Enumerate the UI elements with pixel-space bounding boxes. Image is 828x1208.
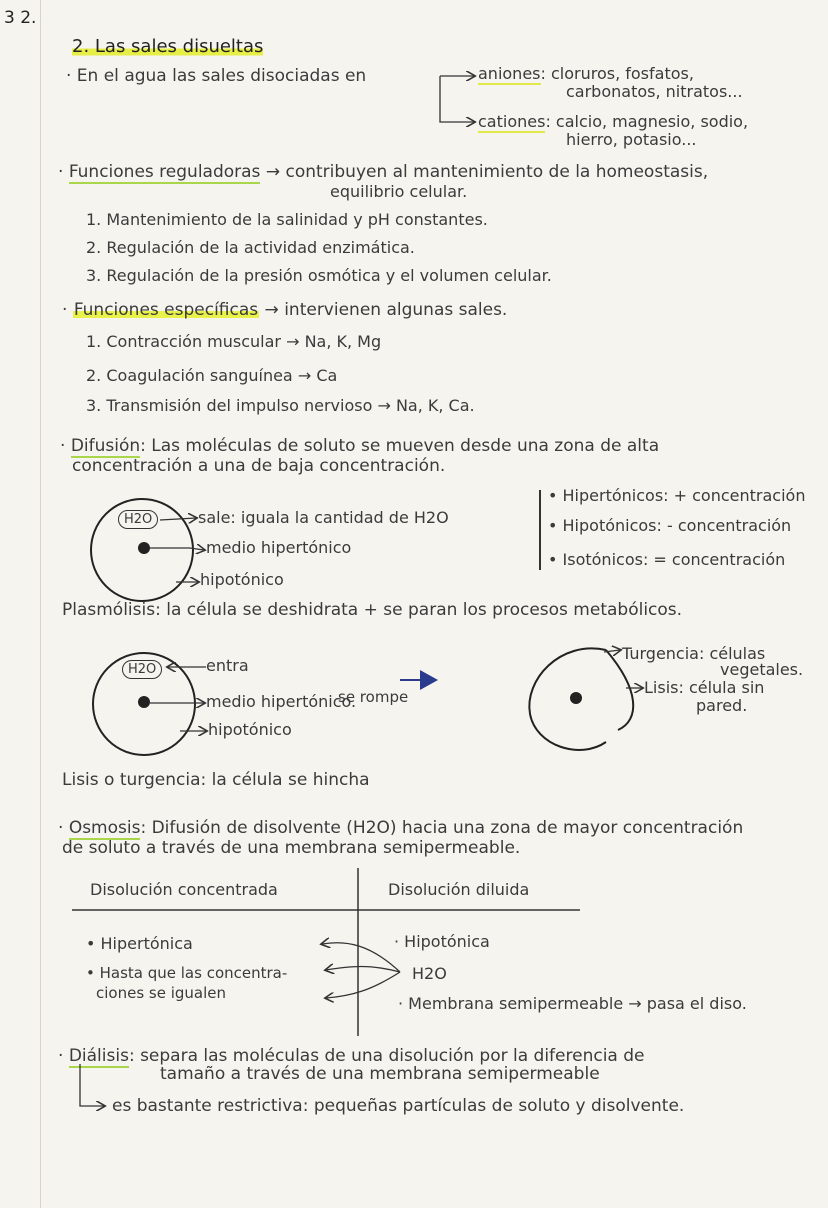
page-margin	[40, 0, 41, 1208]
esp-item-1: 1. Contracción muscular → Na, K, Mg	[86, 332, 382, 351]
table-right-head: Disolución diluida	[388, 880, 530, 899]
esp-item-2: 2. Coagulación sanguínea → Ca	[86, 366, 338, 385]
cationes-line-2: hierro, potasio...	[566, 130, 697, 149]
reg-title-line-2: equilibrio celular.	[330, 182, 468, 201]
lisis-line: Lisis o turgencia: la célula se hincha	[62, 770, 370, 790]
reg-title-line: · Funciones reguladoras → contribuyen al mantenimiento de la homeostasis,	[58, 162, 709, 182]
dialisis-line-2: tamaño a través de una membrana semipermeable	[160, 1064, 600, 1084]
table-right-item-2: H2O	[412, 964, 447, 983]
diag2-hipo: hipotónico	[208, 720, 292, 739]
difusion-line: · Difusión: Las moléculas de soluto se mueven desde una zona de alta	[60, 436, 660, 456]
h2o-bubble-2: H2O	[122, 660, 162, 679]
tonic-hiper: • Hipertónicos: + concentración	[548, 486, 806, 505]
cationes-line: cationes: calcio, magnesio, sodio,	[478, 112, 749, 131]
difusion-line-2: concentración a una de baja concentración.	[72, 456, 446, 476]
h2o-bubble-1: H2O	[118, 510, 158, 529]
lysed-cell-dot	[570, 692, 582, 704]
reg-item-3: 3. Regulación de la presión osmótica y el volumen celular.	[86, 266, 552, 285]
page-number: 3 2.	[4, 8, 37, 28]
tonic-hipo: • Hipotónicos: - concentración	[548, 516, 792, 535]
table-left-item-3: ciones se igualen	[96, 984, 227, 1002]
diag2-lisis: Lisis: célula sin	[644, 678, 765, 697]
reg-item-2: 2. Regulación de la actividad enzimática.	[86, 238, 415, 257]
diag2-rompe: se rompe	[338, 688, 409, 706]
diag2-medio: medio hipertónico.	[206, 692, 357, 711]
table-left-item-2: • Hasta que las concentra-	[86, 964, 288, 982]
solute-dot-1	[138, 542, 150, 554]
diag1-sale: sale: iguala la cantidad de H2O	[198, 508, 449, 527]
aniones-line-2: carbonatos, nitratos...	[566, 82, 743, 101]
osmosis-line: · Osmosis: Difusión de disolvente (H2O) hacia una zona de mayor concentración	[58, 818, 744, 838]
diag2-entra: entra	[206, 656, 249, 675]
diag2-lisis-2: pared.	[696, 696, 748, 715]
tonic-iso: • Isotónicos: = concentración	[548, 550, 786, 569]
esp-title-line: · Funciones específicas → intervienen algunas sales.	[62, 300, 508, 320]
table-left-item-1: • Hipertónica	[86, 934, 193, 953]
dialisis-line-3: es bastante restrictiva: pequeñas partículas de soluto y disolvente.	[112, 1096, 685, 1116]
diag2-turgencia-2: vegetales.	[720, 660, 804, 679]
section-title: 2. Las sales disueltas	[72, 36, 264, 57]
table-right-item-1: · Hipotónica	[394, 932, 490, 951]
diag2-turgencia: Turgencia: células	[622, 644, 766, 663]
reg-item-1: 1. Mantenimiento de la salinidad y pH constantes.	[86, 210, 488, 229]
table-left-head: Disolución concentrada	[90, 880, 278, 899]
solute-dot-2	[138, 696, 150, 708]
dialisis-line: · Diálisis: separa las moléculas de una disolución por la diferencia de	[58, 1046, 645, 1066]
diag1-hipo: hipotónico	[200, 570, 284, 589]
intro-text: · En el agua las sales disociadas en	[66, 66, 367, 86]
aniones-line: aniones: cloruros, fosfatos,	[478, 64, 694, 83]
diag1-medio: medio hipertónico	[206, 538, 352, 557]
esp-item-3: 3. Transmisión del impulso nervioso → Na, K, Ca.	[86, 396, 475, 415]
table-right-item-3: · Membrana semipermeable → pasa el diso.	[398, 994, 747, 1013]
plasmolisis-line: Plasmólisis: la célula se deshidrata + se paran los procesos metabólicos.	[62, 600, 683, 620]
osmosis-line-2: de soluto a través de una membrana semipermeable.	[62, 838, 521, 858]
